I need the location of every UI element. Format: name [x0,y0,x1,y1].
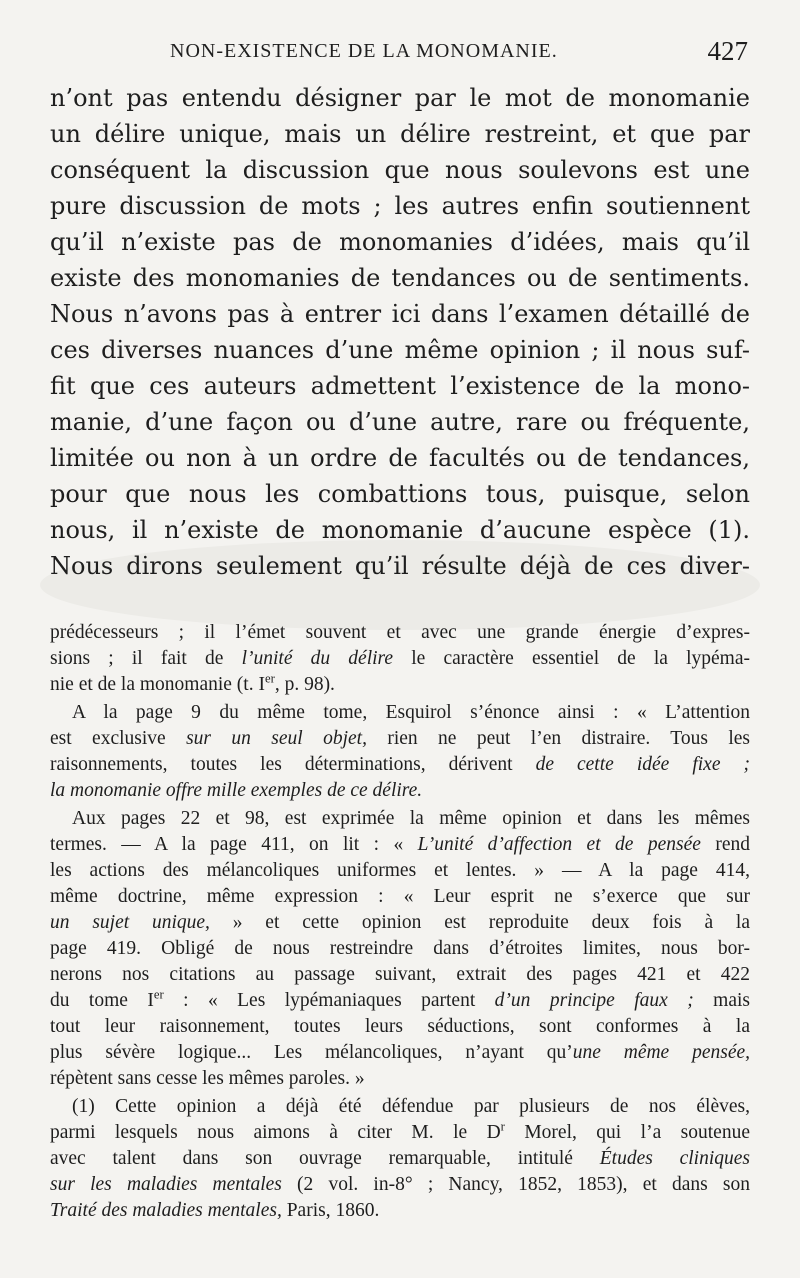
footnote-line: page 419. Obligé de nous restreindre dans d’étroites limites, nous bor- [50,938,750,959]
footnote-line: A la page 9 du même tome, Esquirol s’énonce ainsi : « L’attention [72,702,750,723]
footnote-line: est exclusive sur un seul objet, rien ne peut l’en distraire. Tous les [50,728,750,749]
body-line: nous, il n’existe de monomanie d’aucune espèce (1). [50,516,750,544]
footnote-line: du tome Ier : « Les lypémaniaques partent d’un principe faux ; mais [50,987,751,1011]
body-line: manie, d’une façon ou d’une autre, rare ou fréquente, [50,408,750,436]
body-line: qu’il n’existe pas de monomanies d’idées, mais qu’il [50,228,750,256]
footnote-line: même doctrine, même expression : « Leur esprit ne s’exerce que sur [50,886,750,907]
footnote-line: la monomanie offre mille exemples de ce délire. [50,780,423,801]
footnote-line: un sujet unique, » et cette opinion est reproduite deux fois à la [50,912,750,933]
body-line: pour que nous les combattions tous, puisque, selon [50,480,750,508]
footnote-line: nerons nos citations au passage suivant, extrait des pages 421 et 422 [50,964,750,985]
footnote-line: sur les maladies mentales (2 vol. in-8° ; Nancy, 1852, 1853), et dans son [50,1174,750,1195]
footnote-line: Aux pages 22 et 98, est exprimée la même opinion et dans les mêmes [72,808,750,829]
footnote-line: Traité des maladies mentales, Paris, 1860. [50,1200,380,1221]
body-line: limitée ou non à un ordre de facultés ou de tendances, [50,444,750,472]
footnote-line: termes. — A la page 411, on lit : « L’unité d’affection et de pensée rend [50,834,750,855]
body-line: fit que ces auteurs admettent l’existence de la mono- [50,372,750,400]
footnote-marker-line: (1) Cette opinion a déjà été défendue par plusieurs de nos élèves, [72,1096,750,1117]
footnote-line: avec talent dans son ouvrage remarquable, intitulé Études cliniques [50,1148,750,1169]
page-number: 427 [707,36,748,66]
footnote-line: prédécesseurs ; il l’émet souvent et avec une grande énergie d’expres- [50,622,750,643]
body-line: conséquent la discussion que nous soulevons est une [50,156,750,184]
footnote-line: plus sévère logique... Les mélancoliques, n’ayant qu’une même pensée, [50,1042,750,1063]
running-title: NON-EXISTENCE DE LA MONOMANIE. [170,40,558,62]
footnote-line: nie et de la monomanie (t. Ier, p. 98). [50,671,335,695]
footnote-line: tout leur raisonnement, toutes leurs séductions, sont conformes à la [50,1016,750,1037]
body-line: n’ont pas entendu désigner par le mot de monomanie [50,84,750,112]
footnote-line: les actions des mélancoliques uniformes et lentes. » — A la page 414, [50,860,750,881]
body-line: un délire unique, mais un délire restreint, et que par [50,120,750,148]
body-line: existe des monomanies de tendances ou de sentiments. [50,264,750,292]
body-line: Nous dirons seulement qu’il résulte déjà de ces diver- [50,552,750,580]
running-head [50,38,750,72]
body-line: pure discussion de mots ; les autres enfin soutiennent [50,192,750,220]
footnote-line: sions ; il fait de l’unité du délire le caractère essentiel de la lypéma- [50,648,750,669]
footnote-line: raisonnements, toutes les déterminations, dérivent de cette idée fixe ; [50,754,751,775]
body-line: ces diverses nuances d’une même opinion ; il nous suf- [50,336,750,364]
body-line: Nous n’avons pas à entrer ici dans l’examen détaillé de [50,300,750,328]
footnote-line: parmi lesquels nous aimons à citer M. le $D^r$ Morel, qui l’a soutenue [50,1119,750,1143]
footnote-line: répètent sans cesse les mêmes paroles. » [50,1068,365,1089]
